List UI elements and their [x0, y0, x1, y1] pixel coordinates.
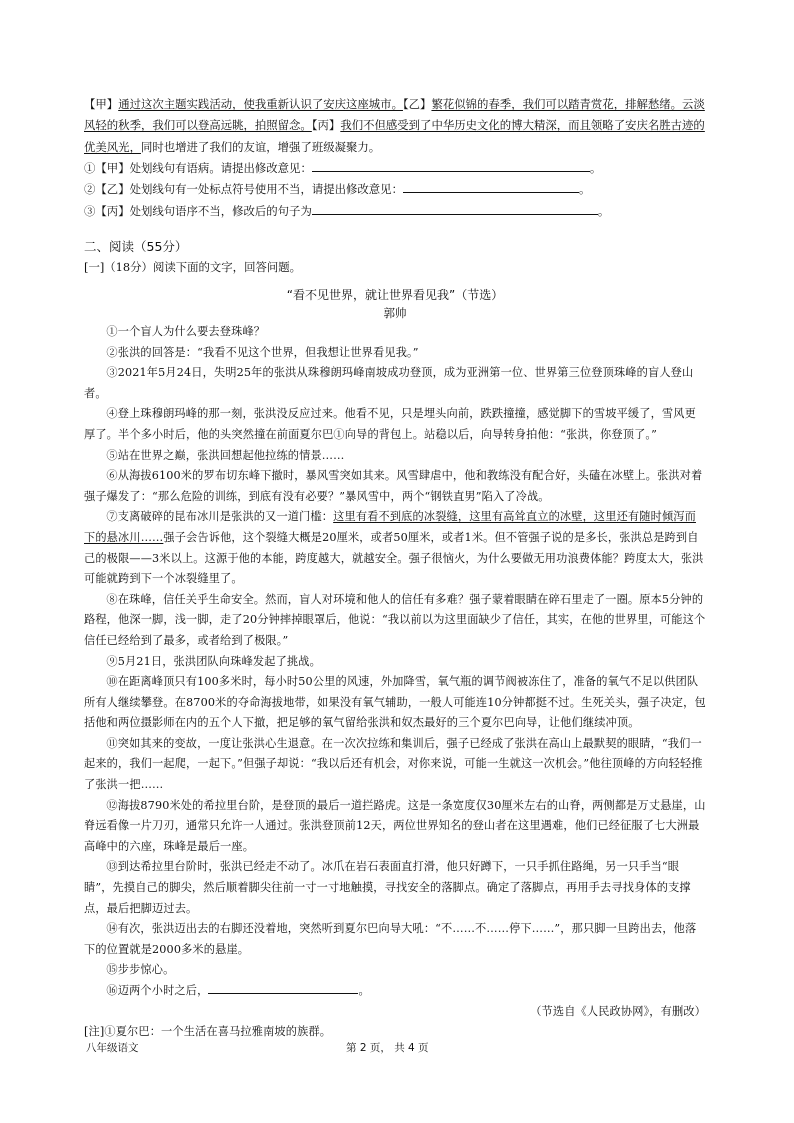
paragraph-13: ⑬到达希拉里台阶时，张洪已经走不动了。冰爪在岩石表面直打滑，他只好蹲下，一只手抓住路绳，另一只手当“眼睛”，先摸自己的脚尖，然后顺着脚尖往前一寸一寸地触摸，寻找安全的落脚点。确定了落脚点，再用手去寻找身体的支撑点，最后把脚迈过去。: [84, 860, 691, 915]
jia-underlined: 通过这次主题实践活动，使我重新认识了安庆这座城市。: [118, 97, 403, 111]
answer-blank-2[interactable]: [403, 180, 579, 193]
answer-blank-1[interactable]: [312, 159, 590, 172]
paragraph-4: ④登上珠穆朗玛峰的那一刻，张洪没反应过来。他看不见，只是埋头向前，跌跌撞撞，感觉脚下的雪坡平缓了，雪风更厚了。半个多小时后，他的头突然撞在前面夏尔巴①向导的背包上。站稳以后，向导转身拍他：“张洪，你登顶了。”: [84, 407, 696, 441]
paragraph-16-end: 。: [358, 984, 370, 997]
yi-tag: 【乙】: [402, 97, 432, 111]
paragraph-12: ⑫海拔8790米处的希拉里台阶，是登顶的最后一道拦路虎。这是一条宽度仅30厘米左右的山脊，两侧都是万丈悬崖，山脊远看像一片刀刃，通常只允许一人通过。张洪登顶前12天，两位世界知名的登山者在这里遇难，他们已经征服了七大洲最高峰中的六座，珠峰是最后一座。: [84, 798, 706, 853]
bing-tag: 【丙】: [311, 118, 341, 133]
question-end: 。: [578, 182, 591, 197]
answer-blank-16[interactable]: [208, 981, 358, 994]
paragraph-6: ⑥从海拔6100米的罗布切东峰下撤时，暴风雪突如其来。风雪肆虐中，他和教练没有配合好，头磕在冰壁上。张洪对着强子爆发了：“那么危险的训练，到底有没有必要？”暴风雪中，两个“钢铁直男”陷入了冷战。: [84, 469, 703, 503]
paragraph-2: ②张洪的回答是：“我看不见这个世界，但我想让世界看见我。”: [106, 345, 419, 359]
paragraph-7: [84, 507, 706, 589]
question-text: 【乙】处划线句有一处标点符号使用不当，请提出修改意见：: [95, 182, 403, 197]
paragraph-1: ①一个盲人为什么要去登珠峰？: [106, 325, 266, 338]
intro-passage: [84, 94, 706, 158]
paragraph-8: ⑧在珠峰，信任关乎生命安全。然而，盲人对环境和他人的信任有多难？强子蒙着眼睛在碎石里走了一圈。原本5分钟的路程，他深一脚，浅一脚，走了20分钟摔掉眼罩后，他说：“我以前以为这里面缺少了信任，其实，在他的世界里，可能这个信任已经给到了最多，或者给到了极限。”: [84, 592, 706, 647]
question-number: ③: [84, 203, 96, 218]
answer-blank-3[interactable]: [312, 202, 598, 215]
article: [84, 286, 706, 1042]
question-2: [84, 179, 706, 200]
paragraph-16-lead: ⑯迈两个小时之后，: [106, 984, 209, 997]
section-sub: [一]（18分）阅读下面的文字，回答问题。: [84, 260, 302, 275]
paragraph-3: ③2021年5月24日，失明25年的张洪从珠穆朗玛峰南坡成功登顶，成为亚洲第一位、世界第三位登顶珠峰的盲人登山者。: [84, 366, 694, 400]
question-list: [84, 158, 706, 222]
paragraph-5: ⑤站在世界之巅，张洪回想起他拉练的情景……: [106, 448, 345, 462]
question-end: 。: [597, 203, 610, 218]
section-reading: [84, 236, 706, 279]
question-1: [84, 158, 706, 179]
paragraph-10: ⑩在距离峰顶只有100多米时，每小时50公里的风速，外加降雪，氧气瓶的调节阀被冻住了，准备的氧气不足以供团队所有人继续攀登。在8700米的夺命海拔地带，如果没有氧气辅助，一般人可能连10分钟都挺不过。生死关头，强子决定，包括他和两位摄影师在内的五个人下撤，把足够的氧气留给张洪和奴杰最好的三个夏尔巴向导，让他们继续冲顶。: [84, 675, 706, 730]
intro-tail: 同时也增进了我们的友谊，增强了班级凝聚力。: [140, 139, 381, 154]
paragraph-9: ⑨5月21日，张洪团队向珠峰发起了挑战。: [106, 654, 321, 668]
jia-tag: 【甲】: [84, 97, 119, 111]
question-3: [84, 201, 706, 222]
section-heading: 二、阅读（55分）: [84, 239, 188, 254]
question-text: 【甲】处划线句有语病。请提出修改意见：: [95, 161, 312, 175]
paragraph-14: ⑭有次，张洪迈出去的右脚还没着地，突然听到夏尔巴向导大吼：“不……不……停下……”，那只脚一旦跨出去，他落下的位置就是2000多米的悬崖。: [84, 922, 697, 956]
source-citation: （节选自《人民政协网》，有删改）: [530, 1004, 706, 1018]
paragraph-7-lead: ⑦支离破碎的昆布冰川是张洪的又一道门槛：: [106, 510, 334, 524]
paragraph-15: ⑮步步惊心。: [106, 963, 175, 977]
article-title: “看不见世界，就让世界看见我”（节选）: [286, 288, 504, 302]
footer-subject: 八年级语文: [86, 1042, 139, 1054]
question-number: ②: [84, 182, 96, 197]
question-text: 【丙】处划线句语序不当，修改后的句子为: [95, 203, 312, 218]
paragraph-16: [84, 981, 706, 1002]
paragraph-7-rest: 强子会告诉他，这个裂缝大概是20厘米，或者50厘米，或者1米。但不管强子说的是多长，张洪总是跨到自己的极限——3米以上。这源于他的本能，跨度越大，就越安全。强子很恼火，为什么要做无用功浪费体能？跨度太大，张洪可能就跨到下一个冰裂缝里了。: [84, 530, 704, 586]
question-number: ①: [84, 161, 96, 175]
footnote: [注]①夏尔巴：一个生活在喜马拉雅南坡的族群。: [84, 1024, 332, 1038]
article-author: 郭帅: [383, 306, 407, 320]
question-end: 。: [589, 161, 602, 175]
paragraph-11: ⑪突如其来的变故，一度让张洪心生退意。在一次次拉练和集训后，强子已经成了张洪在高山上最默契的眼睛，“我们一起来的，我们一起爬，一起下。”但强子却说：“我以后还有机会，对你来说，可能一生就这一次机会。”他往顶峰的方向轻轻推了张洪一把……: [84, 736, 703, 792]
intro-text: [84, 94, 706, 158]
footer-page-number: 第 2 页， 共 4 页: [346, 1042, 429, 1054]
yi-underlined: 繁花似锦的春季，我们可以踏青赏花，排解愁绪。云淡风轻的秋季，我们可以登高远眺，拍照留念。: [84, 97, 705, 133]
bing-underlined: 我们不但感受到了中华历史文化的博大精深，而且领略了安庆名胜古迹的优美风光，: [84, 118, 705, 154]
paragraph-7-underlined: 这里有看不到底的冰裂缝，这里有高耸直立的冰壁，这里还有随时倾泻而下的悬冰川……: [84, 510, 696, 544]
